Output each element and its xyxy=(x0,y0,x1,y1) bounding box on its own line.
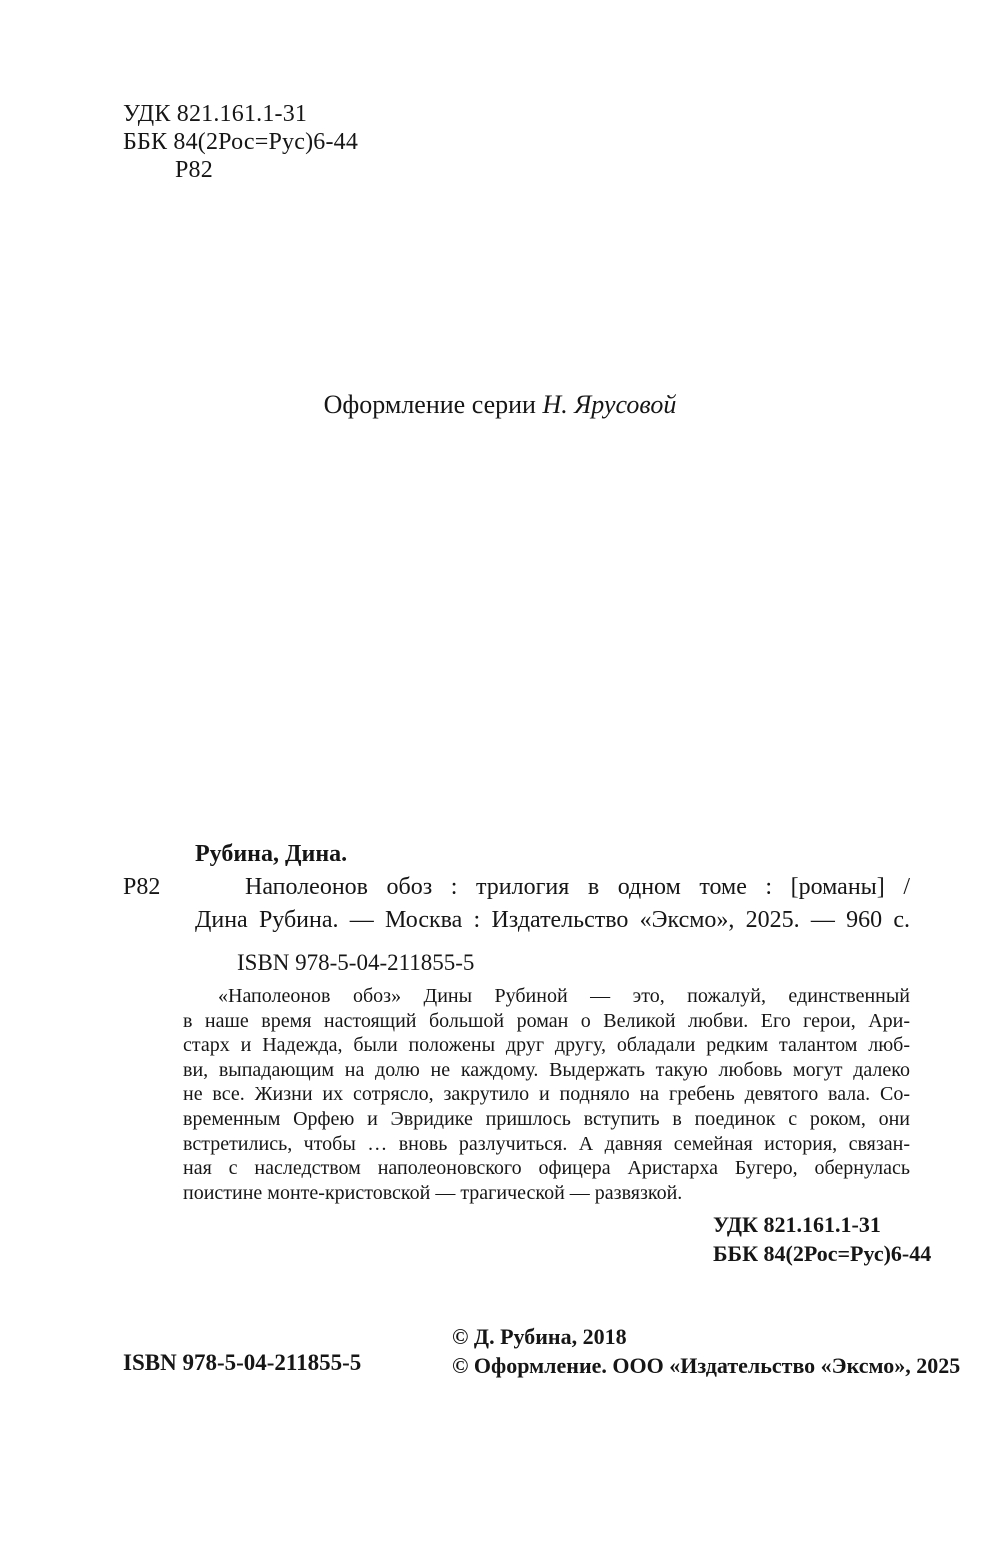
annotation-line: старх и Надежда, были положены друг другу, обладали редким талантом люб- xyxy=(183,1034,910,1057)
copyright-block xyxy=(452,1323,960,1380)
annotation-line: поистине монте-кристовской — трагической — развязкой. xyxy=(183,1181,683,1204)
catalog-card-title-line: Наполеонов обоз : трилогия в одном томе : [романы] / xyxy=(245,874,910,900)
classification-top-block xyxy=(123,100,358,184)
annotation-line: встретились, чтобы … вновь разлучиться. А давняя семейная история, связан- xyxy=(183,1132,910,1155)
udk-line: УДК 821.161.1-31 xyxy=(123,101,308,127)
bbk-line: ББК 84(2Рос=Рус)6-44 xyxy=(123,129,359,155)
isbn-footer: ISBN 978-5-04-211855-5 xyxy=(123,1350,362,1375)
bbk-line-bold: ББК 84(2Рос=Рус)6-44 xyxy=(713,1241,932,1266)
series-design-note xyxy=(0,390,1000,420)
classification-bottom-block xyxy=(713,1210,931,1268)
udk-line-bold: УДК 821.161.1-31 xyxy=(713,1212,881,1237)
copyright-design-line: © Оформление. ООО «Издательство «Эксмо», 2025 xyxy=(452,1352,961,1378)
annotation-line: «Наполеонов обоз» Дины Рубиной — это, пожалуй, единственный xyxy=(218,985,910,1007)
series-note-prefix: Оформление серии xyxy=(323,390,536,419)
series-designer-name: Н. Ярусовой xyxy=(542,390,677,419)
isbn-card-line: ISBN 978-5-04-211855-5 xyxy=(237,950,475,975)
annotation-line: в наше время настоящий большой роман о Великой любви. Его герои, Ари- xyxy=(183,1009,910,1032)
copyright-author-line: © Д. Рубина, 2018 xyxy=(452,1324,627,1349)
catalog-card xyxy=(123,838,910,937)
annotation-line: ная с наследством наполеоновского офицера Аристарха Бугеро, обернулась xyxy=(183,1157,910,1180)
catalog-card-author: Рубина, Дина. xyxy=(195,841,348,867)
annotation-line: временным Орфею и Эвридике пришлось вступить в поединок с роком, они xyxy=(183,1107,910,1130)
annotation-line: не все. Жизни их сотрясло, закрутило и подняло на гребень девятого вала. Со- xyxy=(183,1083,910,1106)
catalog-card-code: Р82 xyxy=(123,874,161,900)
catalog-card-imprint-line: Дина Рубина. — Москва : Издательство «Эксмо», 2025. — 960 с. xyxy=(195,907,910,933)
annotation-line: ви, выпадающим на долю не каждому. Выдержать такую любовь могут далеко xyxy=(183,1058,910,1081)
catalog-card-row xyxy=(123,871,910,904)
annotation-paragraph xyxy=(183,984,910,1205)
author-code-line: Р82 xyxy=(175,157,213,183)
